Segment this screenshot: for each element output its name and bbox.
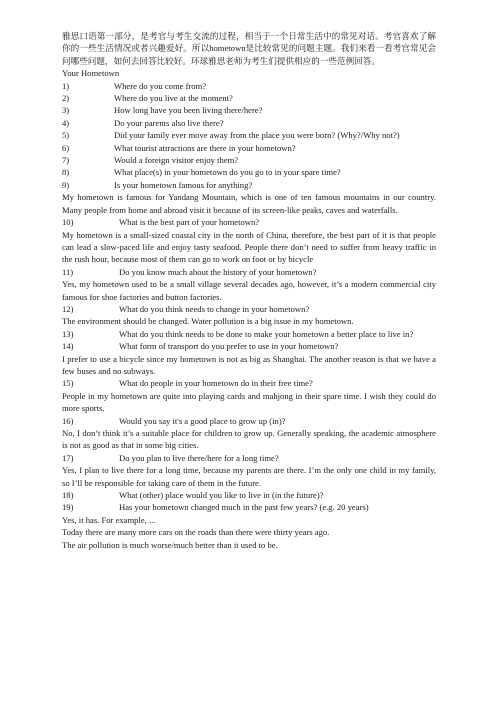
question-number: 5)	[62, 130, 70, 141]
question-item	[62, 415, 436, 427]
question-item	[62, 489, 436, 501]
question-text: Where do you live at the moment?	[114, 93, 233, 104]
question-text: Has your hometown changed much in the past few years? (e.g. 20 years)	[119, 502, 369, 513]
question-number: 1)	[62, 80, 70, 91]
closing-line: Today there are many more cars on the roads than there were thirty years ago.	[62, 527, 330, 538]
question-item	[62, 166, 436, 178]
question-number: 12)	[62, 303, 74, 314]
question-item	[62, 104, 436, 116]
question-text: Did your family ever move away from the place you were born? (Why?/Why not?)	[114, 130, 400, 141]
answer-text: Yes, my hometown used to be a small village several decades ago, however, it’s a modern commercial city famous for shoe factories and button factories.	[62, 279, 436, 302]
question-number: 17)	[62, 452, 74, 463]
question-item	[62, 303, 436, 315]
question-number: 6)	[62, 142, 70, 153]
question-text: How long have you been living there/here?	[114, 105, 263, 116]
question-text: What (other) place would you like to live in (in the future)?	[119, 490, 324, 501]
question-number: 15)	[62, 378, 74, 389]
section-heading: Your Hometown	[62, 68, 120, 79]
question-text: Where do you come from?	[114, 80, 207, 91]
answer-text: People in my hometown are quite into playing cards and mahjong in their spare time. I wish they could do more sports.	[62, 390, 436, 414]
question-item	[62, 154, 436, 166]
question-number: 7)	[62, 155, 70, 166]
question-item	[62, 129, 436, 141]
question-item	[62, 142, 436, 154]
question-number: 4)	[62, 117, 70, 128]
question-number: 16)	[62, 415, 74, 426]
question-number: 18)	[62, 490, 74, 501]
question-text: What do you think needs to change in your hometown?	[119, 303, 310, 314]
question-text: What tourist attractions are there in your hometown?	[114, 142, 296, 153]
question-number: 3)	[62, 105, 70, 116]
answer-text: No, I don’t think it’s a suitable place for children to grow up. Generally speaking, the academic atmosphere is not as good as that in some big cities.	[62, 428, 436, 451]
question-number: 19)	[62, 502, 74, 513]
question-item	[62, 117, 436, 129]
question-text: Would a foreign visitor enjoy them?	[114, 155, 239, 166]
question-item	[62, 266, 436, 278]
question-number: 10)	[62, 217, 74, 228]
question-number: 11)	[62, 266, 74, 277]
question-number: 2)	[62, 93, 70, 104]
answer-text: My hometown is famous for Yandang Mountain, which is one of ten famous mountains in our country. Many people from home and abroad visit it because of its screen-like peaks, caves and waterfalls.	[62, 192, 436, 215]
question-item	[62, 340, 436, 352]
question-item	[62, 377, 436, 389]
question-list	[62, 80, 436, 192]
question-number: 13)	[62, 328, 74, 339]
question-text: What form of transport do you prefer to use in your hometown?	[119, 341, 339, 352]
question-text: What is the best part of your hometown?	[119, 217, 260, 228]
question-item	[62, 452, 436, 464]
question-text: Do your parents also live there?	[114, 117, 224, 128]
question-item	[62, 501, 436, 513]
answer-text: Yes, it has. For example, ...	[62, 514, 156, 525]
question-text: What do people in your hometown do in their free time?	[119, 378, 313, 389]
question-text: Do you plan to live there/here for a long time?	[119, 452, 279, 463]
answer-text: Yes, I plan to live there for a long time, because my parents are there. I’m the only one child in my family, so I’ll be responsible for taking care of them in the future.	[62, 465, 436, 488]
question-text: Would you say it's a good place to grow up (in)?	[119, 415, 286, 426]
answer-text: My hometown is a small-sized coastal city in the north of China, therefore, the best part of it is that people can lead a slow-paced life and enjoy tasty seafood. People there don’t need to suffer from heavy traffic in the rush hour, because most of them can go to work on foot or by bicycle	[62, 229, 436, 265]
question-text: What do you think needs to be done to make your hometown a better place to live in?	[119, 328, 414, 339]
question-number: 14)	[62, 341, 74, 352]
closing-line: The air pollution is much worse/much better than it used to be.	[62, 539, 278, 550]
question-number: 9)	[62, 179, 70, 190]
answer-text: The environment should be changed. Water pollution is a big issue in my hometown.	[62, 316, 354, 327]
answer-text: I prefer to use a bicycle since my hometown is not as big as Shanghai. The another reason is that we have a few buses and no subways.	[62, 353, 436, 376]
question-item	[62, 328, 436, 340]
question-text: Do you know much about the history of your hometown?	[119, 266, 317, 277]
question-item	[62, 179, 436, 191]
intro-paragraph: 雅思口语第一部分，是考官与考生交流的过程，相当于一个日常生活中的常见对话。考官喜欢了解你的一些生活情况或者兴趣爱好。所以hometown是比较常见的问题主题。我们来看一看考官常见会问哪些问题，如何去回答比较好。环球雅思老师为考生们提供相应的一些范例回答。	[62, 31, 436, 66]
document-page	[62, 30, 436, 551]
question-item	[62, 216, 436, 228]
question-item	[62, 80, 436, 92]
question-text: Is your hometown famous for anything?	[114, 179, 253, 190]
question-text: What place(s) in your hometown do you go to in your spare time?	[114, 167, 341, 178]
question-number: 8)	[62, 167, 70, 178]
question-item	[62, 92, 436, 104]
